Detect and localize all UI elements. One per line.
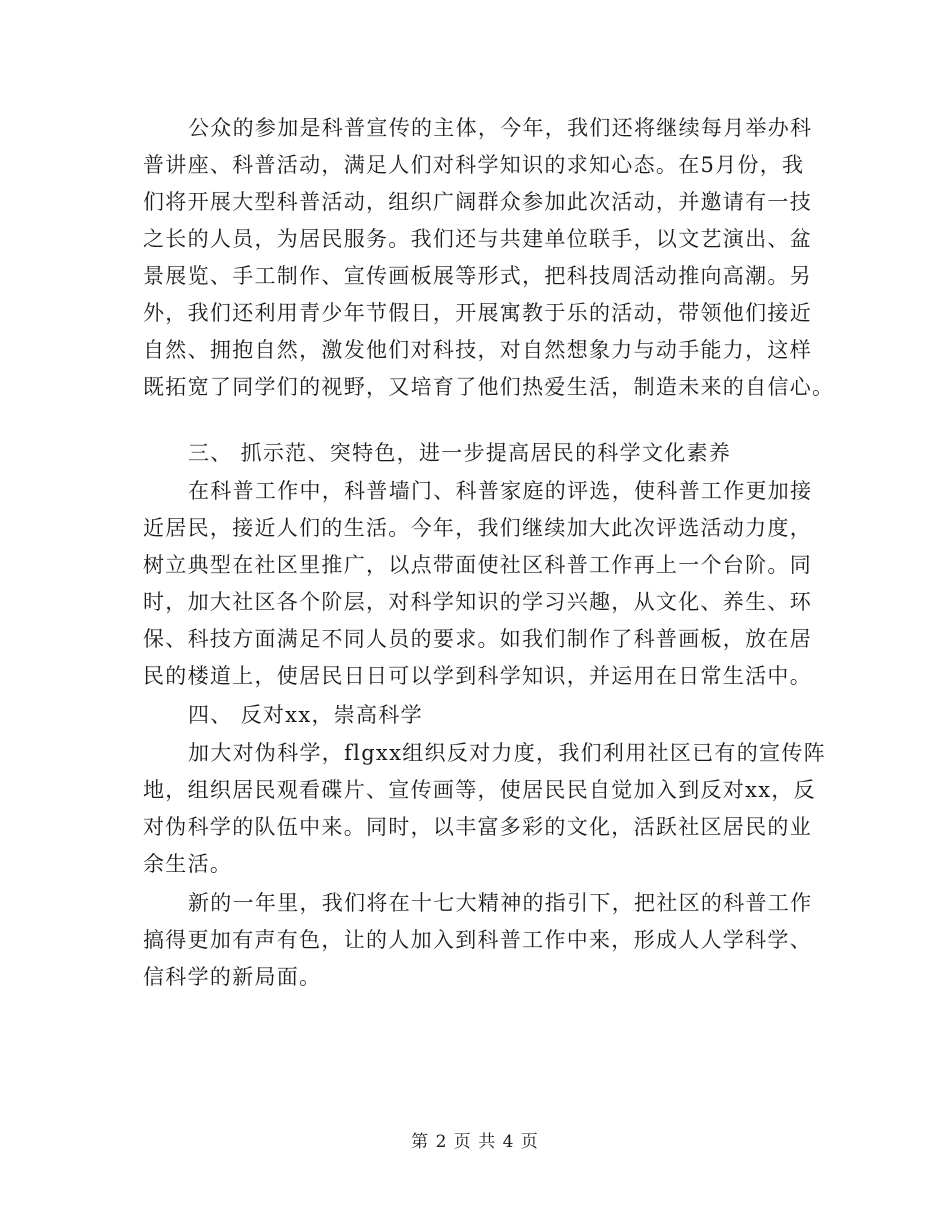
text-line: 公众的参加是科普宣传的主体，今年，我们还将继续每月举办科 — [188, 116, 813, 140]
text-line: 外，我们还利用青少年节假日，开展寓教于乐的活动，带领他们接近 — [143, 301, 812, 325]
text-line: 搞得更加有声有色，让的人加入到科普工作中来，形成人人学科学、 — [143, 928, 812, 952]
text-line: 加大对伪科学，flgxx组织反对力度，我们利用社区已有的宣传阵 — [188, 741, 826, 765]
text-line: 自然、拥抱自然，激发他们对科技，对自然想象力与动手能力，这样 — [143, 338, 812, 362]
text-line: 普讲座、科普活动，满足人们对科学知识的求知心态。在5月份，我 — [143, 153, 805, 177]
page-number-footer: 第 2 页 共 4 页 — [411, 1132, 539, 1152]
text-line: 既拓宽了同学们的视野，又培育了他们热爱生活，制造未来的自信心。 — [143, 375, 835, 399]
text-line: 时，加大社区各个阶层，对科学知识的学习兴趣，从文化、养生、环 — [143, 590, 812, 614]
text-line: 之长的人员，为居民服务。我们还与共建单位联手，以文艺演出、盆 — [143, 227, 812, 251]
section-heading-4: 四、 反对xx，崇高科学 — [188, 703, 423, 727]
text-line: 们将开展大型科普活动，组织广阔群众参加此次活动，并邀请有一技 — [143, 190, 812, 214]
text-line: 新的一年里，我们将在十七大精神的指引下，把社区的科普工作 — [188, 891, 813, 915]
text-line: 信科学的新局面。 — [143, 965, 322, 989]
text-line: 余生活。 — [143, 852, 233, 876]
text-line: 保、科技方面满足不同人员的要求。如我们制作了科普画板，放在居 — [143, 627, 812, 651]
text-line: 地，组织居民观看碟片、宣传画等，使居民民自觉加入到反对xx，反 — [143, 778, 816, 802]
text-line: 近居民，接近人们的生活。今年，我们继续加大此次评选活动力度， — [143, 516, 812, 540]
section-heading-3: 三、 抓示范、突特色，进一步提高居民的科学文化素养 — [188, 441, 732, 465]
text-line: 对伪科学的队伍中来。同时，以丰富多彩的文化，活跃社区居民的业 — [143, 815, 812, 839]
text-line: 在科普工作中，科普墙门、科普家庭的评选，使科普工作更加接 — [188, 479, 813, 503]
text-line: 民的楼道上，使居民日日可以学到科学知识，并运用在日常生活中。 — [143, 664, 812, 688]
text-line: 景展览、手工制作、宣传画板展等形式，把科技周活动推向高潮。另 — [143, 264, 812, 288]
text-line: 树立典型在社区里推广，以点带面使社区科普工作再上一个台阶。同 — [143, 553, 812, 577]
